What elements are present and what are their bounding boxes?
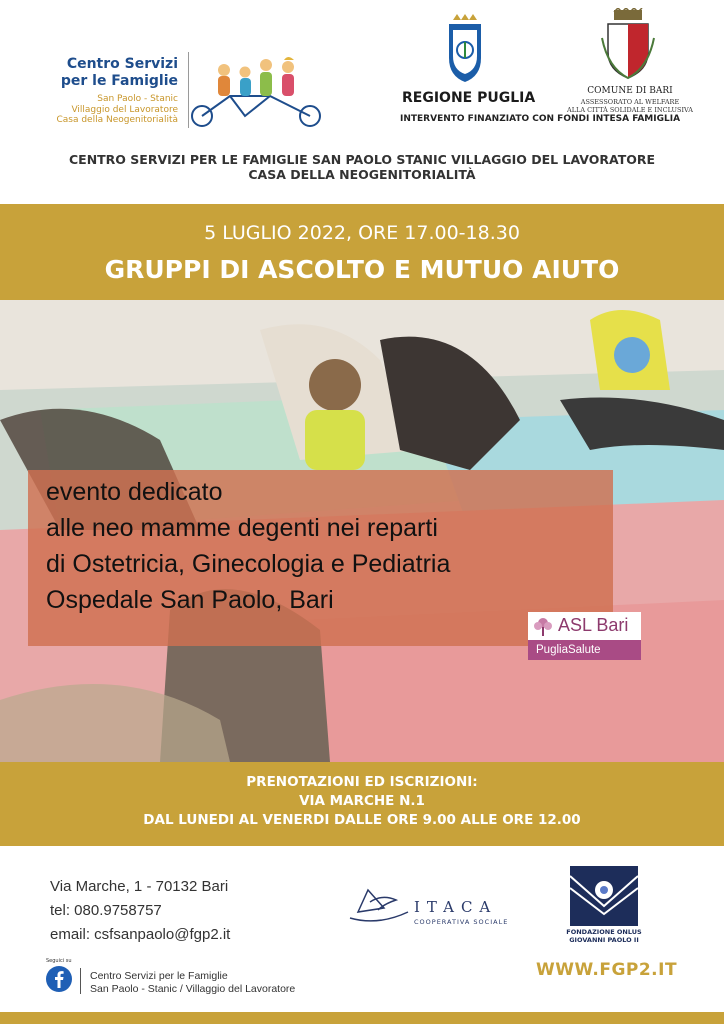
booking-hours: DAL LUNEDI AL VENERDI DALLE ORE 9.00 ALLE ORE 12.00 — [143, 812, 581, 828]
info-line-4: Ospedale San Paolo, Bari — [46, 586, 334, 614]
facebook-divider — [80, 968, 81, 994]
asl-flower-icon — [532, 615, 554, 637]
asl-name: ASL Bari — [558, 615, 629, 635]
csf-title-line-2: per le Famiglie — [60, 73, 178, 89]
comune-bari-logo — [560, 8, 700, 114]
facebook-icon[interactable] — [46, 966, 72, 992]
info-box — [28, 470, 613, 646]
fondazione-name-1: FONDAZIONE ONLUS — [566, 928, 642, 936]
csf-sub-line-3: Casa della Neogenitorialità — [56, 115, 178, 125]
regione-puglia-logo — [392, 14, 552, 114]
csf-sub-line-2: Villaggio del Lavoratore — [71, 104, 178, 115]
csf-divider — [188, 52, 189, 128]
csf-subtitle — [38, 94, 178, 126]
fondazione-flower-icon — [570, 866, 638, 926]
facebook-block — [46, 958, 366, 998]
itaca-logo — [348, 880, 528, 932]
asl-subtitle: PugliaSalute — [528, 640, 641, 660]
facebook-page-name-2[interactable]: San Paolo - Stanic / Villaggio del Lavoratore — [90, 983, 296, 995]
funding-note: INTERVENTO FINANZIATO CON FONDI INTESA FAMIGLIA — [400, 114, 681, 124]
booking-address: VIA MARCHE N.1 — [299, 793, 425, 809]
facebook-follow-label: Seguici su — [46, 958, 72, 964]
comune-bari-name: COMUNE DI BARI — [587, 86, 673, 96]
event-date: 5 LUGLIO 2022, ORE 17.00-18.30 — [204, 222, 520, 244]
csf-title-line-1: Centro Servizi — [66, 56, 178, 72]
asl-logo-top — [528, 612, 641, 640]
facebook-page-name-1[interactable]: Centro Servizi per le Famiglie — [90, 970, 228, 982]
contact-address: Via Marche, 1 - 70132 Bari — [50, 878, 229, 895]
itaca-subtitle: COOPERATIVA SOCIALE — [414, 918, 509, 926]
info-line-3: di Ostetricia, Ginecologia e Pediatria — [46, 550, 451, 578]
contact-email[interactable]: email: csfsanpaolo@fgp2.it — [50, 926, 231, 943]
contact-phone[interactable]: tel: 080.9758757 — [50, 902, 162, 919]
info-line-1: evento dedicato — [46, 478, 223, 506]
csf-title — [38, 56, 178, 90]
fondazione-name-2: GIOVANNI PAOLO II — [569, 936, 639, 944]
fondazione-logo — [568, 866, 640, 942]
website-link[interactable]: WWW.FGP2.IT — [536, 960, 678, 980]
event-banner — [0, 204, 724, 300]
itaca-boat-bird-icon — [348, 882, 410, 928]
regione-puglia-name: REGIONE PUGLIA — [402, 90, 536, 106]
comune-bari-sub-2: ALLA CITTÀ SOLIDALE E INCLUSIVA — [567, 106, 693, 114]
header — [0, 0, 724, 140]
bottom-strip — [0, 1012, 724, 1024]
center-title — [0, 152, 724, 182]
center-title-line-2: CASA DELLA NEOGENITORIALITÀ — [248, 167, 476, 182]
regione-puglia-shield-icon — [447, 14, 483, 84]
info-line-2: alle neo mamme degenti nei reparti — [46, 514, 438, 542]
facebook-glyph-icon — [46, 966, 72, 992]
csf-logo — [38, 48, 338, 138]
comune-bari-sub-1: ASSESSORATO AL WELFARE — [580, 98, 680, 106]
center-title-line-1: CENTRO SERVIZI PER LE FAMIGLIE SAN PAOLO STANIC VILLAGGIO DEL LAVORATORE — [68, 152, 656, 167]
booking-title: PRENOTAZIONI ED ISCRIZIONI: — [246, 774, 478, 790]
asl-bari-logo — [528, 612, 641, 660]
itaca-name: ITACA — [414, 898, 498, 916]
event-title: GRUPPI DI ASCOLTO E MUTUO AIUTO — [104, 255, 620, 284]
family-bicycle-icon — [190, 52, 322, 132]
comune-bari-crest-icon — [600, 8, 656, 80]
csf-sub-line-1: San Paolo - Stanic — [97, 94, 178, 104]
